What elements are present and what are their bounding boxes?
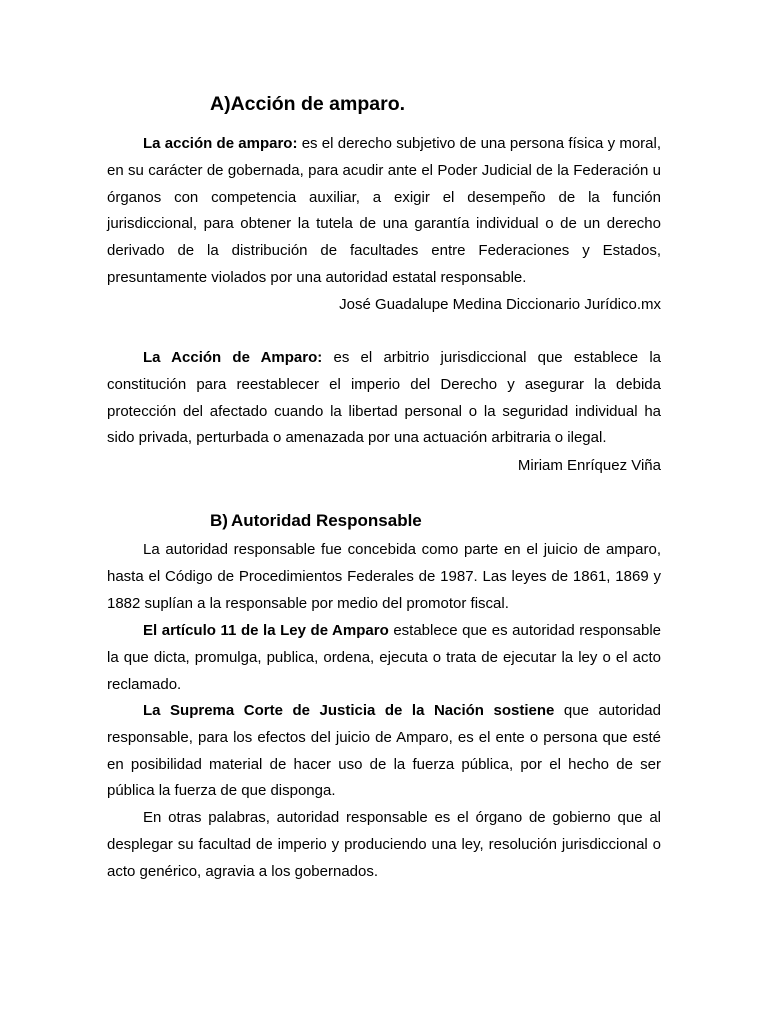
autoridad-paragraph-4-text: En otras palabras, autoridad responsable es el órgano de gobierno que al desplegar su facultad de imperio y produciendo una ley, resolución jurisdiccional o acto genérico, agravia a los gobernados. [107,809,661,880]
section-b-heading [210,510,422,532]
definition-1-term: La acción de amparo: [143,135,298,152]
autoridad-paragraph-3 [107,698,661,805]
autoridad-paragraph-1 [107,537,661,617]
definition-1-paragraph [107,131,661,292]
autoridad-paragraph-2 [107,618,661,698]
section-b-letter: B) [210,511,228,530]
definition-2-paragraph [107,345,661,452]
section-a-letter: A) [210,93,231,115]
autoridad-paragraph-3-text: que autoridad responsable, para los efectos del juicio de Amparo, es el ente o persona que esté en posibilidad material de hacer uso de la fuerza pública, por el hecho de ser pública la fuerza de que disponga. [107,702,661,800]
section-a-heading [210,92,405,116]
autoridad-paragraph-2-text: establece que es autoridad responsable la que dicta, promulga, publica, ordena, ejecuta o trata de ejecutar la ley o el acto reclamado. [107,622,661,693]
autoridad-paragraph-1-text: La autoridad responsable fue concebida como parte en el juicio de amparo, hasta el Código de Procedimientos Federales de 1987. Las leyes de 1861, 1869 y 1882 suplían a la responsable por medio del promotor fiscal. [107,541,661,612]
definition-1-citation: José Guadalupe Medina Diccionario Jurídico.mx [339,296,661,313]
autoridad-paragraph-2-term: El artículo 11 de la Ley de Amparo [143,622,389,639]
definition-2-citation: Miriam Enríquez Viña [517,457,661,474]
autoridad-paragraph-3-term: La Suprema Corte de Justicia de la Nación sostiene [143,702,555,719]
section-b-title: Autoridad Responsable [230,511,422,530]
autoridad-paragraph-4 [107,805,661,885]
section-a-title: Acción de amparo. [230,93,406,115]
definition-2-text: es el arbitrio jurisdiccional que establece la constitución para reestablecer el imperio del Derecho y asegurar la debida protección del afectado cuando la libertad personal o la seguridad individual ha sido privada, perturbada o amenazada por una actuación arbitraria o ilegal. [107,349,661,447]
definition-2-term: La Acción de Amparo: [143,349,323,366]
definition-1-text: es el derecho subjetivo de una persona física y moral, en su carácter de gobernada, para acudir ante el Poder Judicial de la Federación u órganos con competencia auxiliar, a exigir el desempeño de la función jurisdiccional, para obtener la tutela de una garantía individual o de un derecho derivado de la distribución de facultades entre Federaciones y Estados, presuntamente violados por una autoridad estatal responsable. [107,135,662,286]
